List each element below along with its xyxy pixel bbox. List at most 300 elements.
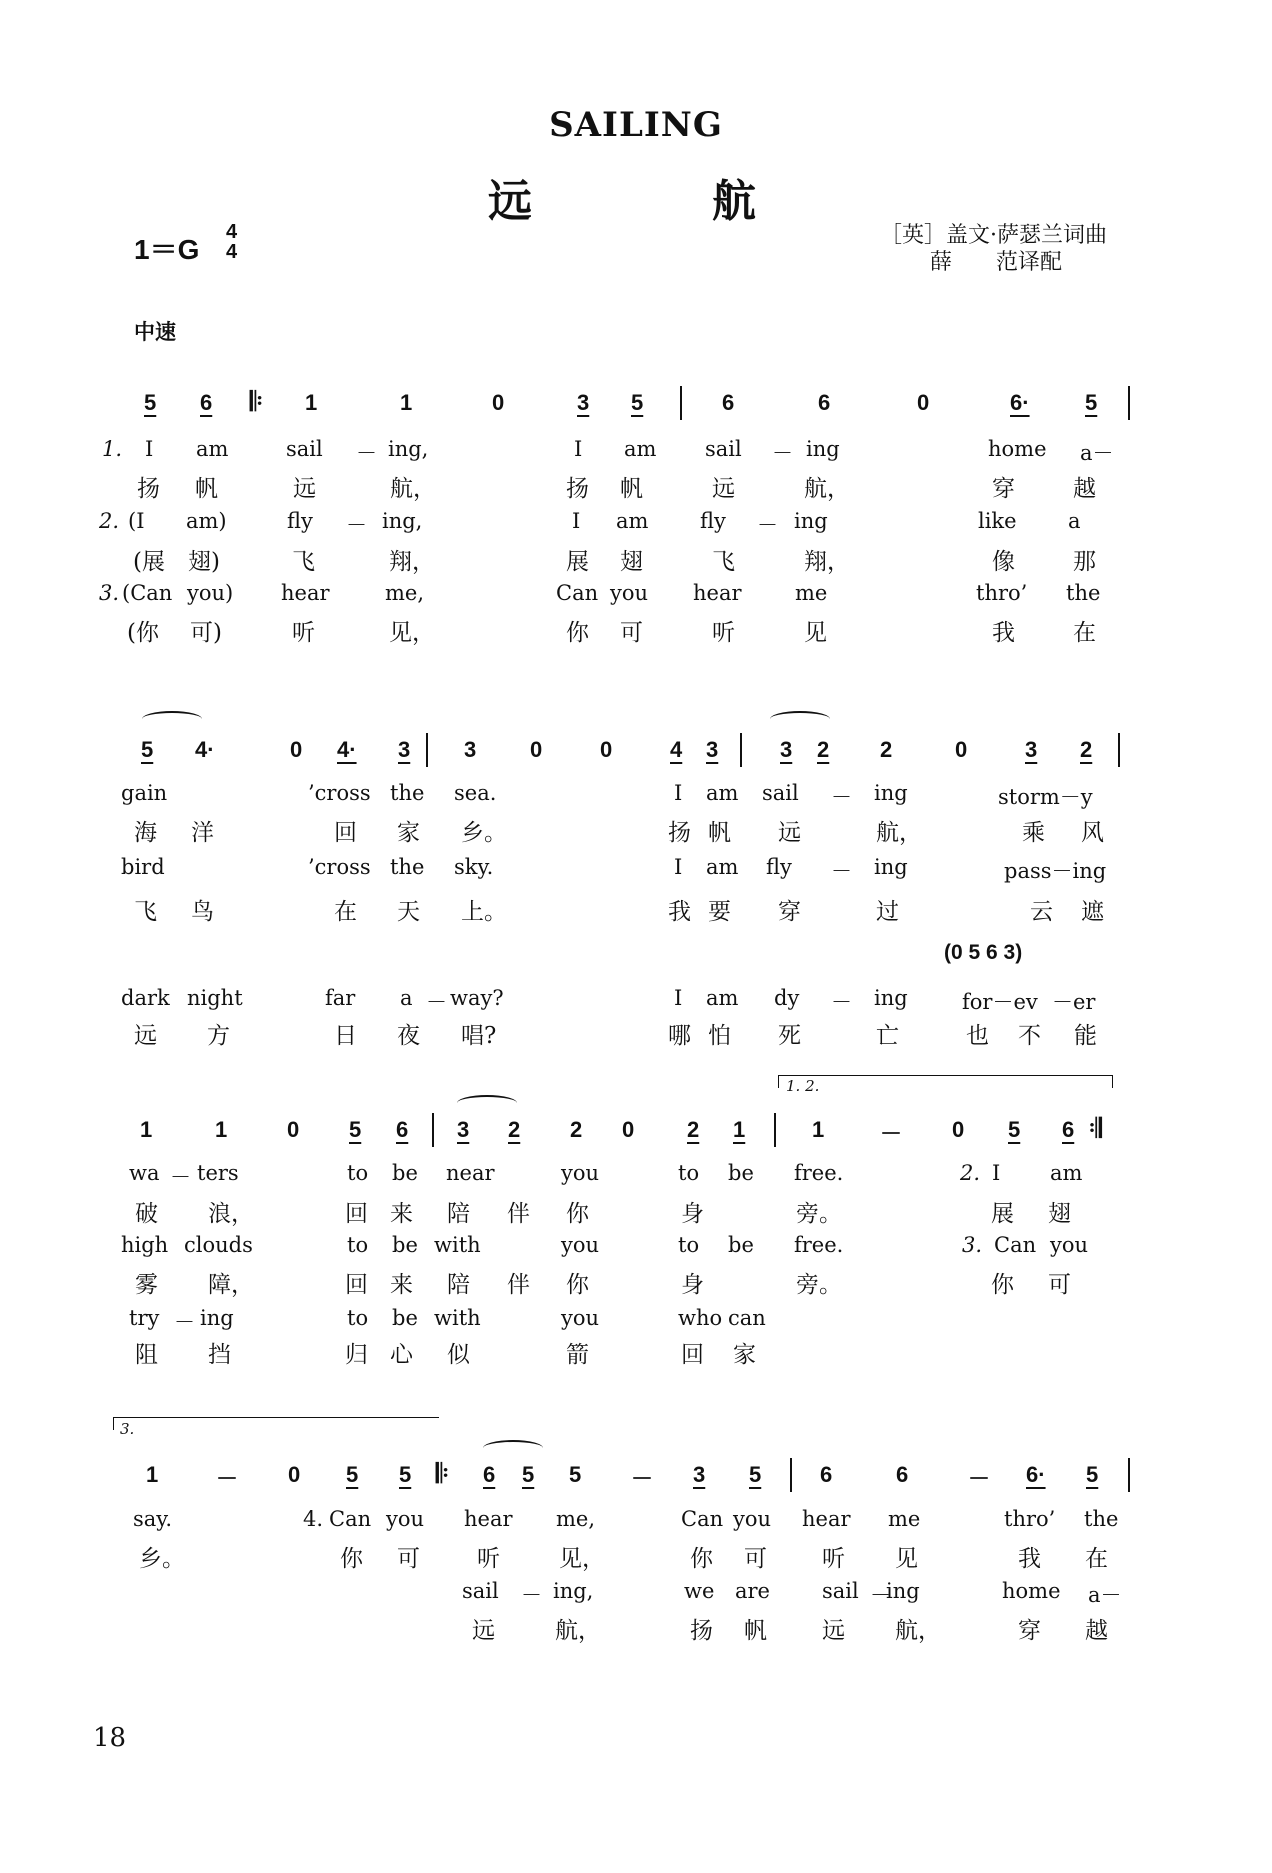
system-3-lyric-2	[0, 1195, 1272, 1227]
lyric: 帆	[620, 476, 643, 502]
lyric: me,	[556, 1507, 596, 1531]
lyric: far	[325, 986, 356, 1010]
lyric: 也	[966, 1023, 989, 1049]
note: 1	[140, 1117, 153, 1142]
lyric: 可	[397, 1546, 420, 1572]
lyric: 我	[1018, 1546, 1041, 1572]
system-3-notes	[0, 1113, 1272, 1146]
lyric: home	[988, 437, 1047, 461]
lyric: 乘	[1022, 820, 1045, 846]
lyric: you)	[187, 581, 234, 605]
note: 3	[457, 1117, 470, 1142]
lyric: ing	[806, 437, 840, 461]
lyric: 翅	[1048, 1201, 1071, 1227]
lyric: ing	[794, 509, 828, 533]
lyric: you	[561, 1306, 600, 1330]
lyric: to	[347, 1161, 369, 1185]
lyric: 海	[134, 820, 157, 846]
note: 0	[917, 390, 930, 415]
note: 1	[400, 390, 413, 415]
tempo-marking: 中速	[134, 319, 176, 344]
lyric: 航，	[390, 476, 436, 502]
verse-number: 3.	[962, 1233, 983, 1257]
lyric: 听	[477, 1546, 500, 1572]
lyric: me,	[385, 581, 425, 605]
lyric: Can	[556, 581, 599, 605]
lyric: 见	[804, 620, 827, 646]
lyric: 陪	[447, 1272, 470, 1298]
lyric: 陪	[447, 1201, 470, 1227]
tie-mark	[483, 1440, 543, 1456]
note: 6·	[1010, 390, 1030, 415]
lyric: 哪	[668, 1023, 691, 1049]
lyric: (展	[133, 549, 165, 575]
system-3-lyric-6	[0, 1336, 1272, 1368]
lyric: way?	[450, 986, 504, 1010]
lyric: to	[678, 1233, 700, 1257]
lyric: me	[795, 581, 828, 605]
lyric: 展	[991, 1201, 1014, 1227]
lyric: free.	[794, 1233, 844, 1257]
lyric: hear	[464, 1507, 513, 1531]
lyric: are	[735, 1579, 770, 1603]
system-4-notes	[0, 1458, 1272, 1491]
lyric: ing	[874, 986, 908, 1010]
lyric: the	[1066, 581, 1101, 605]
lyric: you	[386, 1507, 425, 1531]
note: 0	[955, 737, 968, 762]
lyric: 帆	[744, 1618, 767, 1644]
lyric: 听	[822, 1546, 845, 1572]
lyric: 远	[472, 1618, 495, 1644]
lyric: 身	[681, 1272, 704, 1298]
lyric: 心	[390, 1342, 413, 1368]
lyric: 穿	[992, 476, 1015, 502]
lyric: 远	[822, 1618, 845, 1644]
lyric: gain	[121, 781, 168, 805]
lyric: 翔，	[804, 549, 850, 575]
note: 2	[570, 1117, 583, 1142]
lyric: 来	[390, 1201, 413, 1227]
lyric: 似	[447, 1342, 470, 1368]
verse-number: 4.	[303, 1507, 324, 1531]
volta-bracket-1-2	[778, 1075, 1113, 1088]
note: 1	[733, 1117, 746, 1142]
lyric: 飞	[712, 549, 735, 575]
lyric: 远	[293, 476, 316, 502]
lyric: 你	[991, 1272, 1014, 1298]
lyric: 雾	[135, 1272, 158, 1298]
system-4-lyric-1	[0, 1507, 1272, 1531]
lyric: 箭	[566, 1342, 589, 1368]
lyric: be	[392, 1161, 418, 1185]
note: 5	[522, 1462, 535, 1487]
tie-mark	[142, 711, 202, 727]
note: 6	[1062, 1117, 1075, 1142]
volta-label-1-2: 1. 2.	[786, 1077, 820, 1095]
lyric: be	[728, 1233, 754, 1257]
lyric: free.	[794, 1161, 844, 1185]
lyric: 翅)	[188, 549, 220, 575]
lyric: clouds	[184, 1233, 253, 1257]
note: 0	[600, 737, 613, 762]
song-title-chinese-char-1: 远	[488, 176, 532, 227]
note: 5	[141, 737, 154, 762]
volta-bracket-3	[113, 1417, 439, 1430]
lyric: am	[706, 781, 739, 805]
lyric: 你	[566, 1201, 589, 1227]
lyric: ing	[886, 1579, 920, 1603]
lyric: (你	[127, 620, 159, 646]
lyric: 见	[895, 1546, 918, 1572]
lyric: 云	[1030, 899, 1053, 925]
note: 3	[398, 737, 411, 762]
lyric: 见，	[559, 1546, 605, 1572]
lyric: to	[347, 1233, 369, 1257]
lyric: 不	[1018, 1023, 1041, 1049]
lyric: 听	[292, 620, 315, 646]
lyric: storm－y	[998, 785, 1093, 809]
lyric: 破	[135, 1201, 158, 1227]
note: 6	[396, 1117, 409, 1142]
system-4-lyric-4	[0, 1612, 1272, 1644]
system-2-lyric-5	[0, 986, 1272, 1014]
lyric: bird	[121, 855, 165, 879]
note: 5	[144, 390, 157, 415]
lyric: 能	[1074, 1023, 1097, 1049]
lyric: 洋	[191, 820, 214, 846]
note: －	[631, 1466, 654, 1491]
volta-label-3: 3.	[120, 1420, 135, 1438]
lyric: 上。	[461, 899, 507, 925]
note: 5	[749, 1462, 762, 1487]
note: 0	[288, 1462, 301, 1487]
note: 5	[399, 1462, 412, 1487]
lyric: 可	[1048, 1272, 1071, 1298]
lyric: －	[772, 441, 793, 465]
lyric: 在	[1085, 1546, 1108, 1572]
lyric: 伴	[507, 1272, 530, 1298]
system-3-lyric-5	[0, 1306, 1272, 1334]
system-4-lyric-2	[0, 1540, 1272, 1572]
lyric: 航，	[804, 476, 850, 502]
lyric: say.	[133, 1507, 173, 1531]
lyric: you	[733, 1507, 772, 1531]
lyric: sail	[286, 437, 323, 461]
note: 1	[215, 1117, 228, 1142]
lyric: 可)	[190, 620, 222, 646]
note: 6	[722, 390, 735, 415]
system-1-lyric-1	[0, 437, 1272, 465]
lyric: 帆	[708, 820, 731, 846]
note: 6·	[1026, 1462, 1046, 1487]
note: 4	[670, 737, 683, 762]
lyric: am	[196, 437, 229, 461]
lyric: 翅	[620, 549, 643, 575]
system-2-lyric-6	[0, 1017, 1272, 1049]
lyric: 身	[681, 1201, 704, 1227]
lyric: 扬	[668, 820, 691, 846]
lyric: hear	[693, 581, 742, 605]
note: 6	[818, 390, 831, 415]
lyric: －er	[1052, 990, 1096, 1014]
lyric: be	[392, 1306, 418, 1330]
lyric: 在	[334, 899, 357, 925]
lyric: 穿	[778, 899, 801, 925]
lyric: sail	[762, 781, 799, 805]
verse-number: 2.	[99, 509, 120, 533]
verse-number: 3.	[99, 581, 120, 605]
lyric: you	[1050, 1233, 1089, 1257]
lyric: I	[574, 437, 583, 461]
lyric: 帆	[195, 476, 218, 502]
system-4-lyric-3	[0, 1579, 1272, 1607]
lyric: am	[1050, 1161, 1083, 1185]
lyric: 旁。	[796, 1272, 842, 1298]
note: 3	[577, 390, 590, 415]
lyric: 飞	[134, 899, 157, 925]
note: 5	[1086, 1462, 1099, 1487]
song-title-chinese-char-2: 航	[712, 176, 756, 227]
note: 3	[780, 737, 793, 762]
lyric: 阻	[135, 1342, 158, 1368]
lyric: 浪，	[208, 1201, 254, 1227]
lyric: you	[561, 1233, 600, 1257]
lyric: be	[392, 1233, 418, 1257]
lyric: －	[346, 513, 367, 537]
lyric: with	[434, 1306, 481, 1330]
lyric: ing,	[553, 1579, 594, 1603]
lyric: am	[706, 986, 739, 1010]
lyric: to	[347, 1306, 369, 1330]
credits-translator: 薛 范译配	[930, 250, 1063, 275]
lyric: 像	[992, 549, 1015, 575]
system-1-lyric-2	[0, 470, 1272, 502]
note: 0	[952, 1117, 965, 1142]
system-3-lyric-1	[0, 1161, 1272, 1189]
note: 5	[569, 1462, 582, 1487]
lyric: sail	[462, 1579, 499, 1603]
lyric: night	[187, 986, 243, 1010]
lyric: 穿	[1018, 1618, 1041, 1644]
note: 2	[508, 1117, 521, 1142]
lyric: 鸟	[191, 899, 214, 925]
lyric: with	[434, 1233, 481, 1257]
lyric: 天	[397, 899, 420, 925]
lyric: 远	[778, 820, 801, 846]
lyric: a－	[1080, 441, 1114, 465]
lyric: －	[831, 785, 852, 809]
lyric: －	[831, 990, 852, 1014]
lyric: like	[978, 509, 1017, 533]
lyric: I	[145, 437, 154, 461]
barline	[790, 1458, 792, 1492]
lyric: a	[400, 986, 413, 1010]
lyric: ’cross	[308, 781, 371, 805]
note: 4·	[337, 737, 357, 762]
note: 0	[492, 390, 505, 415]
lyric: sail	[822, 1579, 859, 1603]
lyric: 见，	[389, 620, 435, 646]
lyric: 家	[397, 820, 420, 846]
lyric: 越	[1073, 476, 1096, 502]
system-2-notes	[0, 737, 1272, 762]
lyric: near	[446, 1161, 495, 1185]
lyric: sea.	[454, 781, 497, 805]
lyric: 来	[390, 1272, 413, 1298]
lyric: the	[390, 781, 425, 805]
lyric: 你	[566, 620, 589, 646]
lyric: 障，	[208, 1272, 254, 1298]
note: 2	[687, 1117, 700, 1142]
lyric: 乡。	[139, 1546, 185, 1572]
note: 0	[622, 1117, 635, 1142]
note: 3	[693, 1462, 706, 1487]
lyric: the	[1084, 1507, 1119, 1531]
lyric: 我	[668, 899, 691, 925]
lyric: 死	[778, 1023, 801, 1049]
lyric: a－	[1088, 1583, 1122, 1607]
lyric: 你	[340, 1546, 363, 1572]
note: 5	[1085, 390, 1098, 415]
note: 6	[896, 1462, 909, 1487]
note: 0	[287, 1117, 300, 1142]
lyric: hear	[281, 581, 330, 605]
tie-mark	[770, 711, 830, 727]
lyric: 伴	[507, 1201, 530, 1227]
song-title-english: SAILING	[549, 105, 723, 145]
lyric: －	[426, 990, 447, 1014]
lyric: 可	[620, 620, 643, 646]
lyric: I	[674, 781, 683, 805]
lyric: you	[561, 1161, 600, 1185]
lyric: dy	[774, 986, 800, 1010]
system-1-lyric-6	[0, 614, 1272, 646]
note: 4·	[195, 737, 215, 762]
lyric: 听	[712, 620, 735, 646]
note: 1	[305, 390, 318, 415]
time-signature	[226, 222, 237, 262]
lyric: sail	[705, 437, 742, 461]
credits	[880, 222, 1107, 276]
lyric: ing,	[388, 437, 429, 461]
lyric: Can	[681, 1507, 724, 1531]
lyric: 远	[712, 476, 735, 502]
lyric: fly	[700, 509, 726, 533]
tie-mark	[457, 1095, 517, 1111]
lyric: 你	[566, 1272, 589, 1298]
lyric: pass－ing	[1004, 859, 1107, 883]
note: 5	[1008, 1117, 1021, 1142]
note: 6	[200, 390, 213, 415]
lyric: dark	[121, 986, 170, 1010]
lyric: 翔，	[389, 549, 435, 575]
lyric: a	[1068, 509, 1081, 533]
lyric: ing	[874, 855, 908, 879]
lyric: can	[728, 1306, 766, 1330]
lyric: ing,	[382, 509, 423, 533]
lyric: fly	[287, 509, 313, 533]
note: 3	[706, 737, 719, 762]
lyric: am	[624, 437, 657, 461]
lyric: －	[757, 513, 778, 537]
lyric: 你	[690, 1546, 713, 1572]
lyric: 日	[334, 1023, 357, 1049]
lyric: I	[992, 1161, 1001, 1185]
lyric: try	[129, 1306, 160, 1330]
lyric: we	[684, 1579, 715, 1603]
lyric: 回	[334, 820, 357, 846]
lyric: 遮	[1081, 899, 1104, 925]
system-2-intro-notes	[0, 941, 1272, 964]
lyric: 唱?	[461, 1023, 497, 1049]
barline	[680, 386, 682, 420]
lyric: I	[572, 509, 581, 533]
barline	[426, 733, 428, 767]
verse-number: 1.	[102, 437, 123, 461]
barline	[1128, 386, 1130, 420]
lyric: am)	[186, 509, 227, 533]
lyric: 亡	[876, 1023, 899, 1049]
note: －	[968, 1466, 991, 1491]
system-1-notes	[0, 386, 1272, 416]
system-2-lyric-2	[0, 814, 1272, 846]
lyric: 越	[1085, 1618, 1108, 1644]
note: －	[880, 1121, 903, 1146]
verse-number: 2.	[960, 1161, 981, 1185]
note: 3	[1025, 737, 1038, 762]
barline	[1128, 1458, 1130, 1492]
lyric: me	[888, 1507, 921, 1531]
lyric: 回	[345, 1272, 368, 1298]
lyric: 飞	[292, 549, 315, 575]
lyric: I	[674, 855, 683, 879]
key-signature: 1＝G	[134, 234, 200, 265]
lyric: 乡。	[461, 820, 507, 846]
lyric: thro’	[1004, 1507, 1056, 1531]
system-2-lyric-4	[0, 893, 1272, 925]
lyric: －	[170, 1165, 191, 1189]
note: 5	[346, 1462, 359, 1487]
lyric: the	[390, 855, 425, 879]
lyric: am	[616, 509, 649, 533]
lyric: －	[831, 859, 852, 883]
barline	[774, 1113, 776, 1147]
note: －	[216, 1466, 239, 1491]
page-number: 18	[93, 1723, 127, 1753]
lyric: 回	[681, 1342, 704, 1368]
credits-composer: ［英］盖文·萨瑟兰词曲	[880, 223, 1107, 248]
lyric: 怕	[708, 1023, 731, 1049]
time-signature-bottom: 4	[226, 241, 238, 263]
lyric: ing	[874, 781, 908, 805]
note: 0	[530, 737, 543, 762]
system-1-lyric-3	[0, 509, 1272, 537]
time-signature-top: 4	[226, 221, 238, 243]
lyric: Can	[994, 1233, 1037, 1257]
intro-notes: (0 5 6 3)	[944, 941, 1023, 964]
lyric: －	[870, 1583, 891, 1607]
lyric: 旁。	[796, 1201, 842, 1227]
note: 2	[1080, 737, 1093, 762]
note: 1	[146, 1462, 159, 1487]
lyric: you	[610, 581, 649, 605]
lyric: 可	[744, 1546, 767, 1572]
note: 5	[631, 390, 644, 415]
note: 2	[880, 737, 893, 762]
lyric: 方	[207, 1023, 230, 1049]
lyric: for－ev	[962, 990, 1038, 1014]
